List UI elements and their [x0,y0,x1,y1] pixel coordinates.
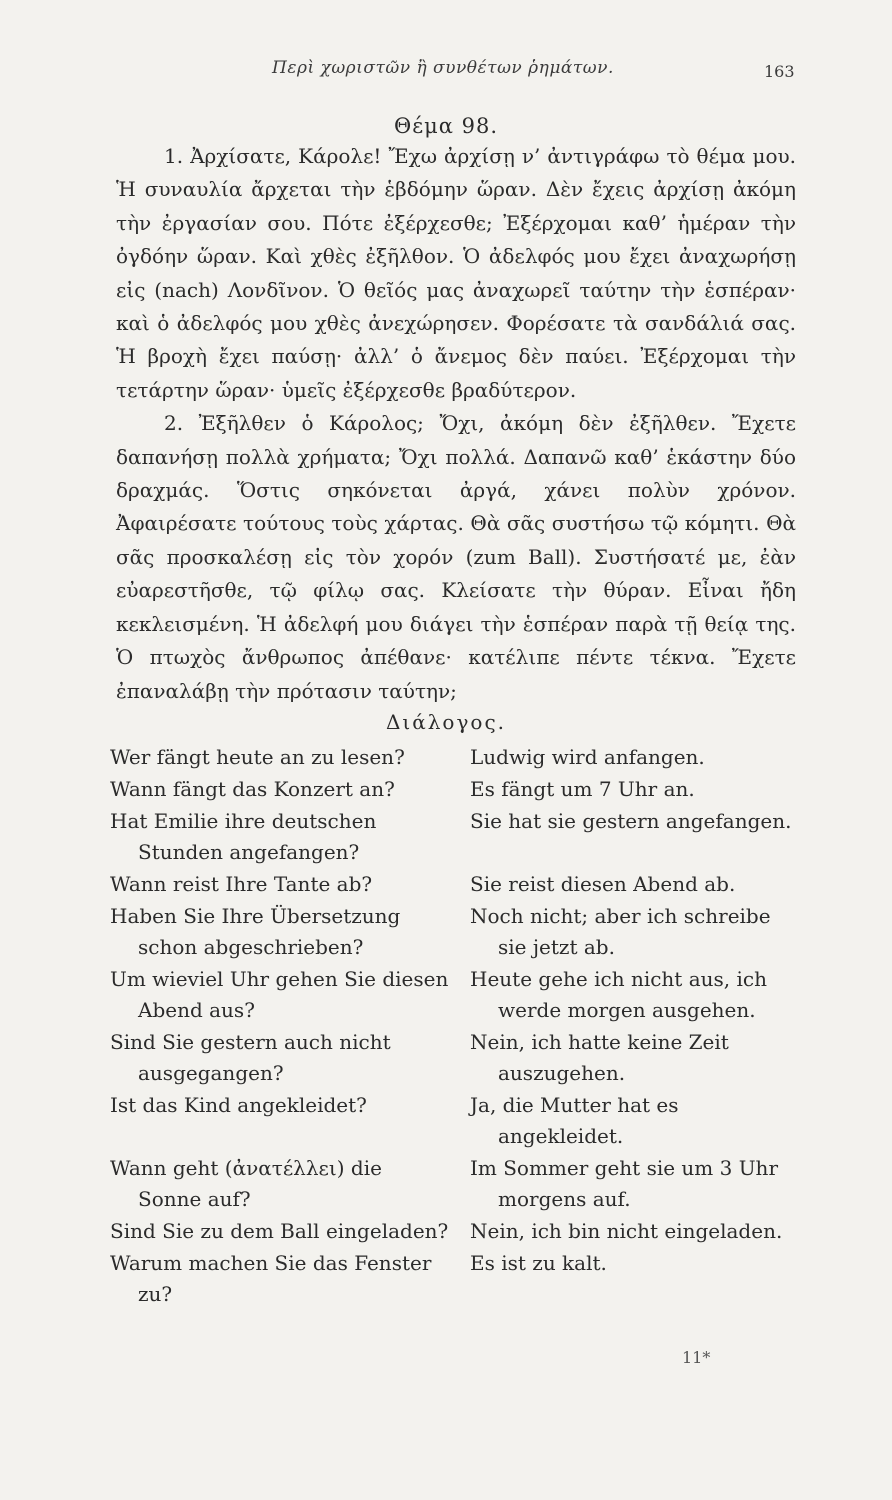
dialog-row [110,742,800,773]
dialog-row [110,901,800,963]
dialog-row [110,1248,800,1310]
dialog-row [110,1090,800,1152]
dialog-question: Haben Sie Ihre Übersetzung schon abgeschrieben? [110,904,401,959]
dialog-answer: Nein, ich bin nicht eingeladen. [470,1219,783,1243]
dialog-answer: Heute gehe ich nicht aus, ich werde morgen ausgehen. [470,967,767,1022]
dialog-question: Sind Sie gestern auch nicht ausgegangen? [110,1030,391,1085]
dialog-row [110,774,800,805]
dialog-answer: Es fängt um 7 Uhr an. [470,777,695,801]
exercise-paragraph-1: 1. Ἀρχίσατε, Κάρολε! Ἔχω ἀρχίσῃ ν’ ἀντιγράφω τὸ θέμα μου. Ἡ συναυλία ἄρχεται τὴν ἑβδόμην ὥραν. Δὲν ἔχεις ἀρχίσῃ ἀκόμη τὴν ἐργασίαν σου. Πότε ἐξέρχεσθε; Ἐξέρχομαι καθ’ ἡμέραν τὴν ὀγδόην ὥραν. Καὶ χθὲς ἐξῆλθον. Ὁ ἀδελφός μου ἔχει ἀναχωρήσῃ εἰς (nach) Λονδῖνον. Ὁ θεῖός μας ἀναχωρεῖ ταύτην τὴν ἑσπέραν· καὶ ὁ ἀδελφός μου χθὲς ἀνεχώρησεν. Φορέσατε τὰ σανδάλιά σας. Ἡ βροχὴ ἔχει παύσῃ· ἀλλ’ ὁ ἄνεμος δὲν παύει. Ἐξέρχομαι τὴν τετάρτην ὥραν· ὑμεῖς ἐξέρχεσθε βραδύτερον. [116,144,796,402]
dialog-answer: Nein, ich hatte keine Zeit auszugehen. [470,1030,729,1085]
dialog-answer: Sie reist diesen Abend ab. [470,872,736,896]
dialog-question: Hat Emilie ihre deutschen Stunden angefangen? [110,809,377,864]
dialog-answer: Ludwig wird anfangen. [470,745,705,769]
dialog-heading: Διάλογος. [385,710,507,734]
dialog-row [110,869,800,900]
exercise-paragraph-2: 2. Ἐξῆλθεν ὁ Κάρολος; Ὄχι, ἀκόμη δὲν ἐξῆλθεν. Ἔχετε δαπανήσῃ πολλὰ χρήματα; Ὄχι πολλά. Δαπανῶ καθ’ ἑκάστην δύο δραχμάς. Ὅστις σηκόνεται ἀργά, χάνει πολὺν χρόνον. Ἀφαιρέσατε τούτους τοὺς χάρτας. Θὰ σᾶς συστήσω τῷ κόμητι. Θὰ σᾶς προσκαλέσῃ εἰς τὸν χορόν (zum Ball). Συστήσατέ με, ἐὰν εὐαρεστῆσθε, τῷ φίλῳ σας. Κλείσατε τὴν θύραν. Εἶναι ἤδη κεκλεισμένη. Ἡ ἀδελφή μου διάγει τὴν ἑσπέραν παρὰ τῇ θείᾳ της. Ὁ πτωχὸς ἄνθρωπος ἀπέθανε· κατέλιπε πέντε τέκνα. Ἔχετε ἐπαναλάβῃ τὴν πρότασιν ταύτην; [116,411,796,703]
printer-signature: 11* [682,1348,711,1367]
exercise-text [116,140,796,708]
theme-heading: Θέμα 98. [394,114,498,138]
dialog-answer: Im Sommer geht sie um 3 Uhr morgens auf. [470,1156,778,1211]
dialog-row [110,1216,800,1247]
dialog-question: Sind Sie zu dem Ball eingeladen? [110,1219,449,1243]
dialog-row [110,964,800,1026]
dialog-row [110,1027,800,1089]
dialog-question: Wann reist Ihre Tante ab? [110,872,373,896]
dialog-question: Ist das Kind angekleidet? [110,1093,367,1117]
dialog-row [110,806,800,868]
dialog-answer: Ja, die Mutter hat es angekleidet. [470,1093,679,1148]
page-number: 163 [764,62,795,81]
running-title: Περὶ χωριστῶν ἢ συνθέτων ῥημάτων. [272,58,614,78]
dialog-question: Warum machen Sie das Fenster zu? [110,1251,432,1306]
dialog-question: Wann fängt das Konzert an? [110,777,395,801]
running-head [0,48,892,88]
dialog-row [110,1153,800,1215]
dialog-answer: Sie hat sie gestern angefangen. [470,809,792,833]
dialog-answer: Noch nicht; aber ich schreibe sie jetzt ab. [470,904,771,959]
dialog-table [110,742,800,1311]
dialog-answer: Es ist zu kalt. [470,1251,607,1275]
dialog-question: Um wieviel Uhr gehen Sie diesen Abend aus? [110,967,449,1022]
dialog-question: Wer fängt heute an zu lesen? [110,745,405,769]
dialog-question: Wann geht (ἀνατέλλει) die Sonne auf? [110,1156,382,1211]
